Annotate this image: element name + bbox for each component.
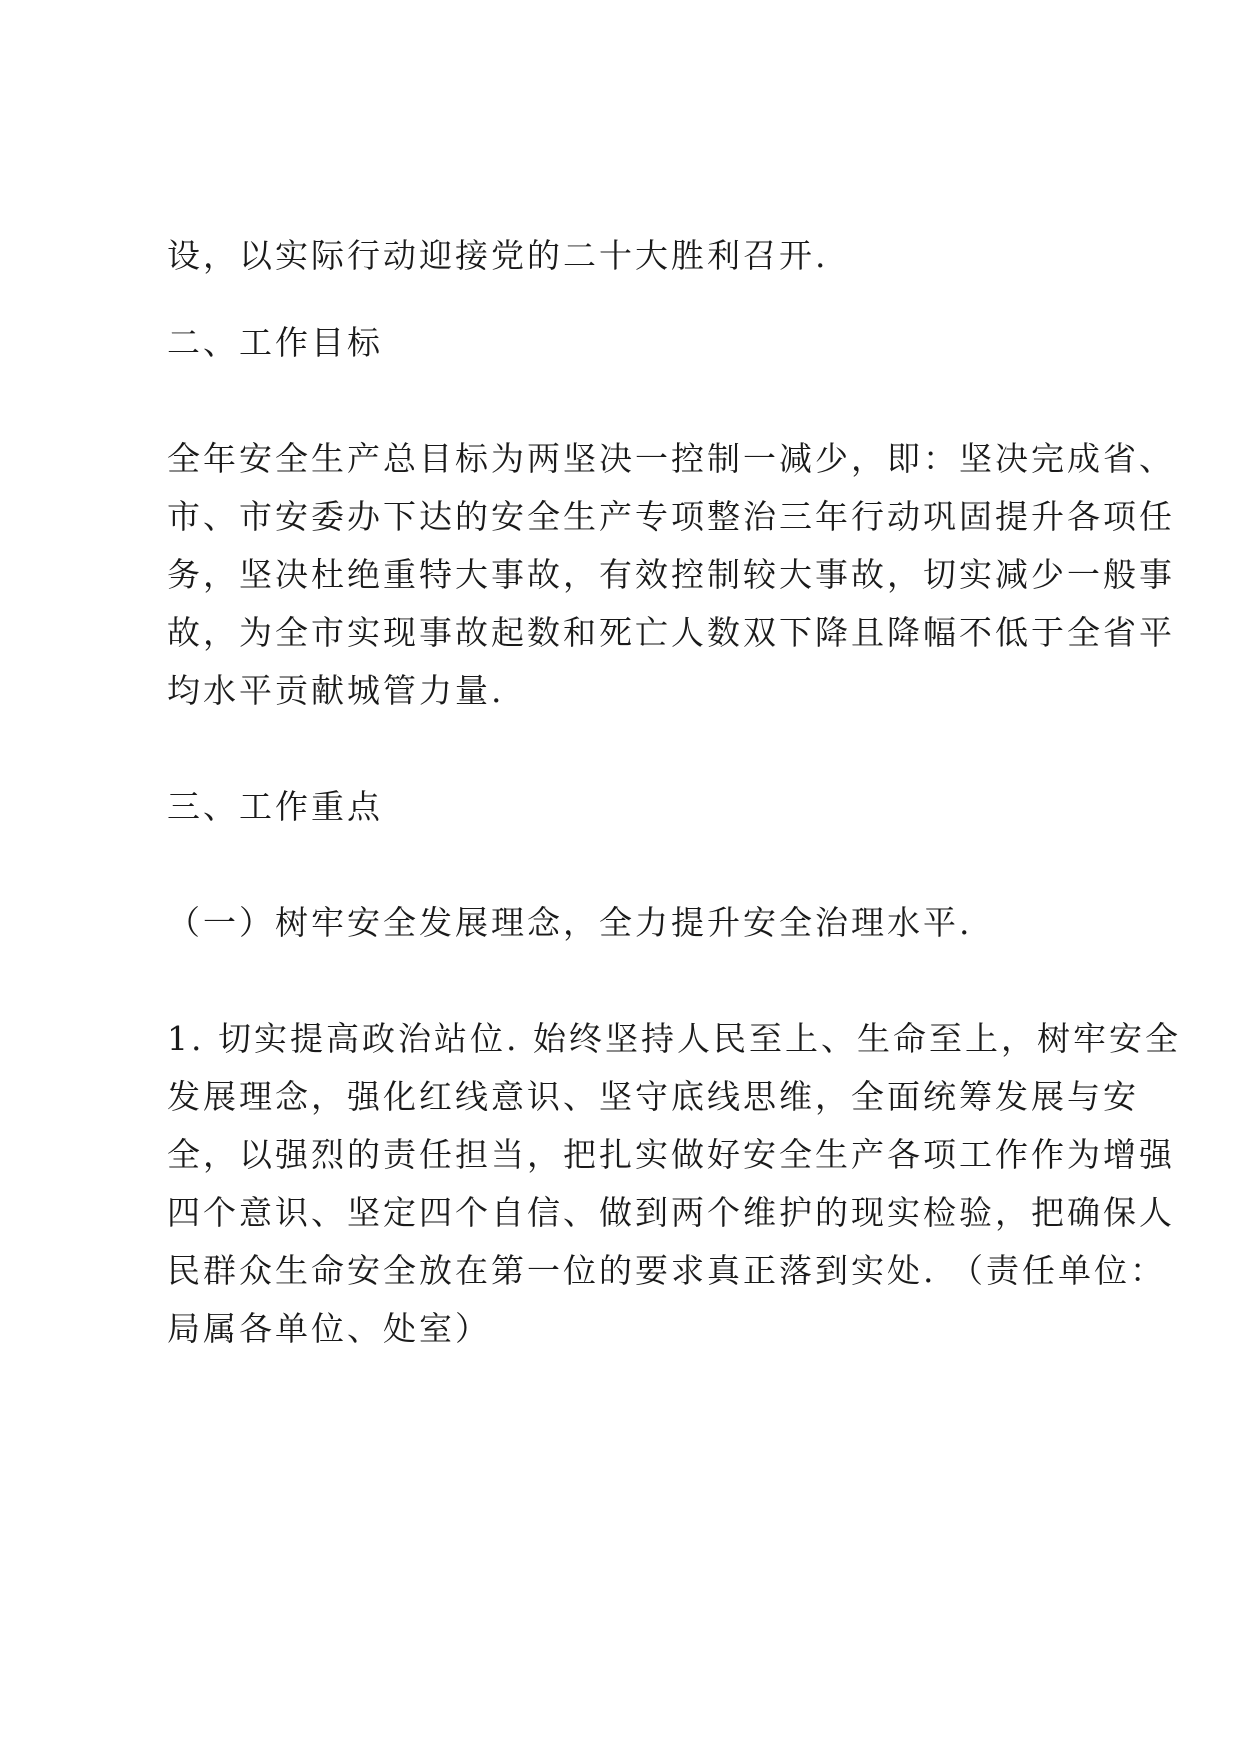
subsection-heading-1: （一）树牢安全发展理念，全力提升安全治理水平. <box>167 903 973 942</box>
goals-paragraph-line-2: 市、市安委办下达的安全生产专项整治三年行动巩固提升各项任 <box>167 497 1175 536</box>
paragraph-continuation-line: 设，以实际行动迎接党的二十大胜利召开. <box>167 236 829 275</box>
goals-paragraph-line-5: 均水平贡献城管力量. <box>167 671 505 710</box>
item-1-paragraph-line-1: 1. 切实提高政治站位. 始终坚持人民至上、生命至上，树牢安全 <box>167 1019 1181 1058</box>
goals-paragraph-line-3: 务，坚决杜绝重特大事故，有效控制较大事故，切实减少一般事 <box>167 555 1175 594</box>
item-1-paragraph-line-6: 局属各单位、处室） <box>167 1309 491 1348</box>
item-1-paragraph-line-2: 发展理念，强化红线意识、坚守底线思维，全面统筹发展与安 <box>167 1077 1139 1116</box>
goals-paragraph-line-1: 全年安全生产总目标为两坚决一控制一减少，即：坚决完成省、 <box>167 439 1175 478</box>
goals-paragraph-line-4: 故，为全市实现事故起数和死亡人数双下降且降幅不低于全省平 <box>167 613 1175 652</box>
item-1-paragraph-line-5: 民群众生命安全放在第一位的要求真正落到实处. （责任单位： <box>167 1251 1166 1290</box>
section-heading-work-goals: 二、工作目标 <box>167 323 383 362</box>
item-1-paragraph-line-4: 四个意识、坚定四个自信、做到两个维护的现实检验，把确保人 <box>167 1193 1175 1232</box>
item-1-paragraph-line-3: 全，以强烈的责任担当，把扎实做好安全生产各项工作作为增强 <box>167 1135 1175 1174</box>
section-heading-work-focus: 三、工作重点 <box>167 787 383 826</box>
